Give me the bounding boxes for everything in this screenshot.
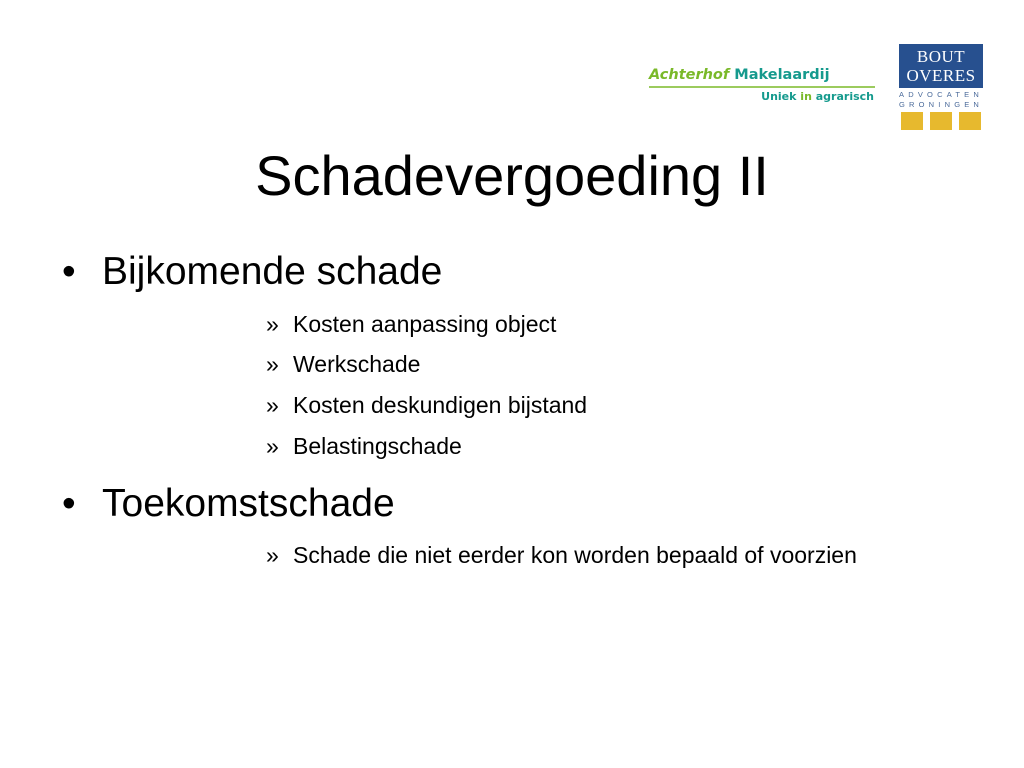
bout-overes-sub2: GRONINGEN: [899, 100, 984, 109]
bullet-item: [62, 480, 395, 528]
bullet-marker: •: [62, 250, 76, 293]
bout-overes-square-2: [930, 112, 952, 130]
achterhof-logo-rule: [649, 86, 875, 88]
sub-bullet-text: Kosten aanpassing object: [293, 311, 557, 337]
sub-bullet-text: Schade die niet eerder kon worden bepaald of voorzien: [293, 542, 857, 568]
achterhof-tagline-part3: agrarisch: [815, 90, 874, 103]
achterhof-logo-tagline: [761, 90, 874, 104]
bullet-marker: •: [62, 482, 76, 525]
bout-overes-square-1: [901, 112, 923, 130]
bout-overes-logo-box: [899, 44, 983, 88]
sub-bullet-text: Kosten deskundigen bijstand: [293, 392, 588, 418]
sub-bullet-marker: »: [266, 351, 279, 377]
sub-bullet-marker: »: [266, 392, 279, 418]
achterhof-tagline-part2: in: [800, 90, 812, 103]
sub-bullet-item: [266, 390, 686, 420]
achterhof-logo-name-part2: Makelaardij: [734, 67, 830, 83]
sub-bullet-item: [266, 540, 886, 570]
sub-bullet-marker: »: [266, 542, 279, 568]
achterhof-logo: [649, 64, 877, 108]
bout-overes-square-3: [959, 112, 981, 130]
sub-bullet-text: Belastingschade: [293, 433, 462, 459]
sub-bullet-item: [266, 309, 626, 339]
achterhof-tagline-part1: Uniek: [761, 90, 797, 103]
bullet-item: [62, 248, 442, 296]
bout-overes-line2: OVERES: [906, 66, 976, 85]
sub-bullet-text: Werkschade: [293, 351, 421, 377]
achterhof-logo-name-part1: Achterhof: [649, 67, 730, 83]
slide-title: Schadevergoeding II: [255, 144, 769, 207]
bullet-text: Bijkomende schade: [102, 250, 443, 293]
achterhof-logo-name: [649, 64, 830, 86]
bout-overes-line1: BOUT: [916, 47, 966, 66]
bout-overes-logo: [899, 44, 983, 130]
sub-bullet-marker: »: [266, 311, 279, 337]
sub-bullet-item: [266, 431, 626, 461]
sub-bullet-item: [266, 349, 626, 379]
bullet-text: Toekomstschade: [102, 482, 395, 525]
sub-bullet-marker: »: [266, 433, 279, 459]
bout-overes-sub1: ADVOCATEN: [899, 90, 983, 99]
